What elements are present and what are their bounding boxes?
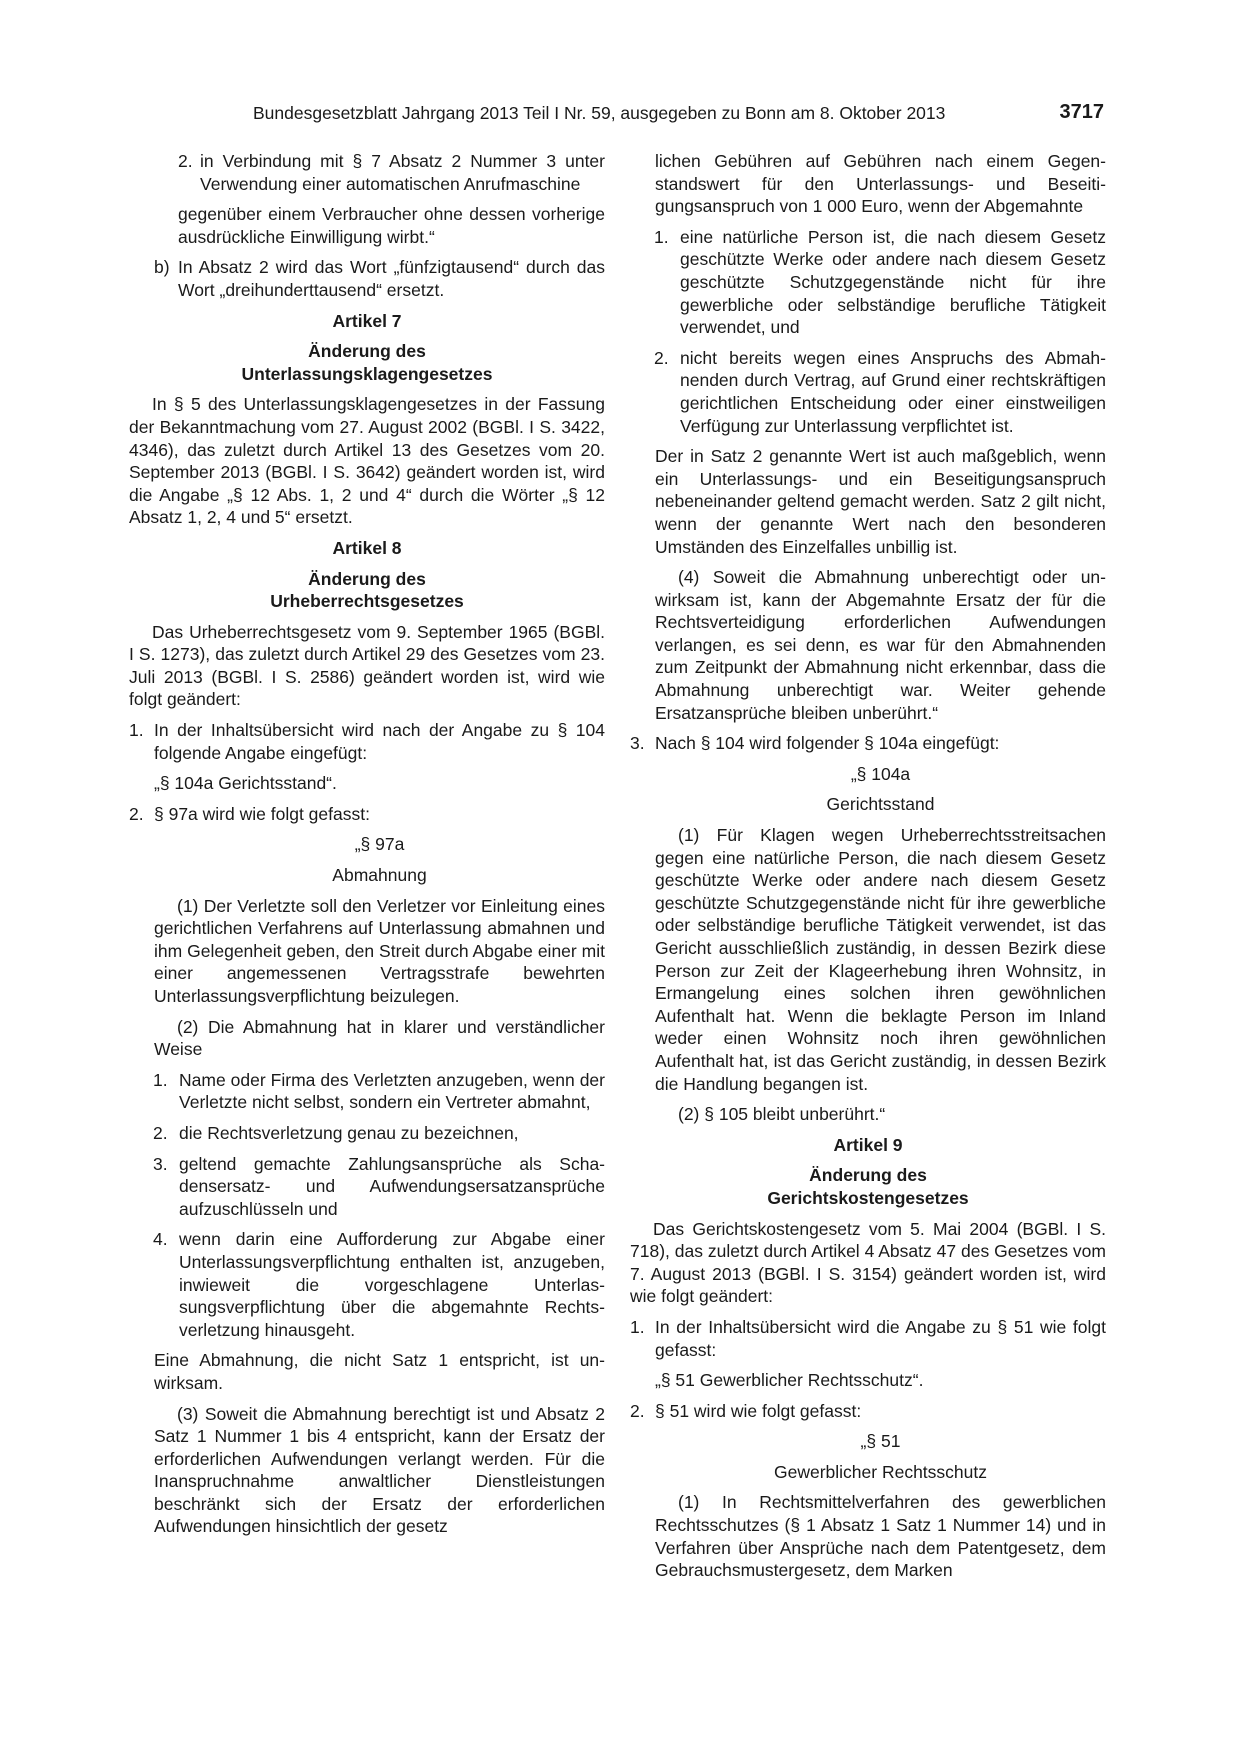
heading-line: Gerichtskostengesetzes (767, 1187, 969, 1208)
article-8-title: Artikel 8 (332, 537, 402, 558)
heading-line: Änderung des (308, 341, 426, 362)
running-header (253, 101, 1104, 127)
list-item (129, 1153, 605, 1221)
list-text: § 97a wird wie folgt gefasst: (154, 803, 370, 824)
list-item (129, 150, 605, 195)
page-number: 3717 (1059, 101, 1104, 123)
paragraph: Eine Abmahnung, die nicht Satz 1 entspricht, ist unwirksam. (154, 1350, 605, 1393)
list-number: 3. (630, 733, 645, 754)
list-item (129, 803, 605, 826)
list-number: 1. (153, 1069, 168, 1090)
list-text: die Rechtsverletzung genau zu bezeichnen, (179, 1122, 519, 1143)
quote-line: „§ 51 Gewerblicher Rechtsschutz“. (655, 1370, 924, 1391)
paragraph: (1) In Rechtsmittelverfahren des gewerblichen Rechtsschutzes (§ 1 Absatz 1 Satz 1 Nummer 14) und in Verfahren über Ansprüche nach dem Patentgesetz, dem Gebrauchsmustergesetz, dem Marken (655, 1492, 1106, 1581)
paragraph: Der in Satz 2 genannte Wert ist auch maßgeblich, wenn ein Unterlassungs- und ein Beseitigungsanspruch nebeneinander geltend gemacht werden. Satz 2 gilt nicht, wenn der genannte Wert nach den besonderen Umständen des Einzelfalles unbillig ist. (655, 446, 1106, 557)
list-text: Name oder Firma des Verletzten anzugeben, wenn der Verletzte nicht selbst, sondern ein Vertreter abmahnt, (179, 1069, 605, 1113)
list-text: nicht bereits wegen eines Anspruchs des Abmahnenden durch Vertrag, auf Grund einer rechtskräftigen gerichtlichen Entscheidung oder einer einstweiligen Verfügung zur Unterlassung verpflichtet ist. (680, 347, 1106, 436)
list-item (129, 1228, 605, 1341)
list-item (630, 732, 1106, 755)
article-8-heading (129, 568, 605, 613)
left-column (129, 150, 605, 1546)
article-7-title: Artikel 7 (332, 310, 402, 331)
list-number: 2. (129, 803, 144, 824)
list-text: in Verbindung mit § 7 Absatz 2 Nummer 3 unter Verwendung einer automatischen Anrufmaschine (200, 151, 605, 194)
section-title: Abmahnung (332, 865, 427, 886)
quote-line: „§ 104a Gerichtsstand“. (154, 773, 337, 794)
paragraph: Das Urheberrechtsgesetz vom 9. September 1965 (BGBl. I S. 1273), das zuletzt durch Artikel 29 des Gesetzes vom 23. Juli 2013 (BGBl. I S. 2586) geändert worden ist, wird wie folgt geändert: (129, 621, 605, 710)
list-item (129, 1069, 605, 1114)
heading-line: Unterlassungsklagengesetzes (241, 363, 493, 384)
list-item (630, 347, 1106, 437)
article-7-heading (129, 340, 605, 385)
article-9-heading (630, 1164, 1106, 1209)
list-item (129, 256, 605, 301)
list-item (630, 226, 1106, 339)
paragraph: (4) Soweit die Abmahnung unberechtigt oder unwirksam ist, kann der Abgemahnte Ersatz der für die Rechtsverteidigung erforderlichen Aufwendungen verlangen, es sei denn, es war für den Abmahnenden zum Zeitpunkt der Abmahnung nicht erkennbar, dass die Abmahnung unberechtigt war. Weiter gehende Ersatzansprüche bleiben unberührt.“ (655, 567, 1106, 723)
list-number: 2. (178, 151, 193, 171)
heading-line: Änderung des (308, 568, 426, 589)
list-text: geltend gemachte Zahlungsansprüche als Schadensersatz- und Aufwendungsersatzansprüche aufzuschlüsseln und (179, 1153, 605, 1219)
list-item (630, 1316, 1106, 1361)
list-text: In der Inhaltsübersicht wird die Angabe zu § 51 wie folgt gefasst: (655, 1316, 1106, 1360)
paragraph: Das Gerichtskostengesetz vom 5. Mai 2004 (BGBl. I S. 718), das zuletzt durch Artikel 4 Absatz 47 des Gesetzes vom 7. August 2013 (BGBl. I S. 3154) geändert worden ist, wird wie folgt geändert: (630, 1218, 1106, 1307)
paragraph: (3) Soweit die Abmahnung berechtigt ist und Absatz 2 Satz 1 Nummer 1 bis 4 entspricht, kann der Ersatz der erforderlichen Aufwendungen verlangt werden. Für die Inanspruchnahme anwaltlicher Dienstleistungen beschränkt sich der Ersatz der erforderlichen Aufwendungen hinsichtlich der gesetz (154, 1403, 605, 1537)
right-column (630, 150, 1106, 1590)
list-text: Nach § 104 wird folgender § 104a eingefügt: (655, 733, 1000, 754)
paragraph: gegenüber einem Verbraucher ohne dessen vorherige ausdrückliche Einwilligung wirbt.“ (178, 204, 605, 247)
section-title: Gerichtsstand (826, 794, 935, 815)
list-number: 3. (153, 1153, 168, 1174)
list-text: wenn darin eine Aufforderung zur Abgabe einer Unterlassungsverpflichtung enthalten ist, anzugeben, inwieweit die vorgeschlagene Unterlassungsverpflichtung über die abgemahnte Rechtsverletzung hinausgeht. (179, 1229, 605, 1340)
list-number: 1. (630, 1316, 645, 1337)
paragraph: lichen Gebühren auf Gebühren nach einem Gegenstandswert für den Unterlassungs- und Beseitigungsanspruch von 1 000 Euro, wenn der Abgemahnte (655, 151, 1106, 217)
paragraph: In § 5 des Unterlassungsklagengesetzes in der Fassung der Bekanntmachung vom 27. August 2002 (BGBl. I S. 3422, 4346), das zuletzt durch Artikel 13 des Gesetzes vom 20. September 2013 (BGBl. I S. 3642) geändert worden ist, wird die Angabe „§ 12 Abs. 1, 2 und 4“ durch die Wörter „§ 12 Absatz 1, 2, 4 und 5“ ersetzt. (129, 394, 605, 528)
paragraph: (2) Die Abmahnung hat in klarer und verständlicher Weise (154, 1016, 605, 1060)
running-title: Bundesgesetzblatt Jahrgang 2013 Teil I Nr. 59, ausgegeben zu Bonn am 8. Oktober 2013 (253, 103, 946, 123)
list-text: eine natürliche Person ist, die nach diesem Gesetz geschützte Werke oder andere nach diesem Gesetz geschützte Schutzgegenstände nicht für ihre gewerbliche oder selbständige berufliche Tätigkeit verwendet, und (680, 226, 1106, 338)
list-text: In Absatz 2 wird das Wort „fünfzigtausend“ durch das Wort „dreihunderttausend“ ersetzt. (178, 257, 605, 300)
list-number: 1. (654, 226, 669, 247)
list-text: § 51 wird wie folgt gefasst: (655, 1400, 862, 1421)
list-number: 2. (153, 1122, 168, 1143)
section-number: „§ 97a (354, 834, 405, 855)
heading-line: Änderung des (809, 1165, 927, 1186)
section-number: „§ 104a (850, 763, 911, 784)
list-item (129, 1122, 605, 1145)
list-text: In der Inhaltsübersicht wird nach der Angabe zu § 104 folgende Angabe eingefügt: (154, 720, 605, 763)
paragraph: (1) Der Verletzte soll den Verletzer vor Einleitung eines gerichtlichen Verfahrens auf Unterlassung abmahnen und ihm Gelegenheit geben, den Streit durch Abgabe einer mit einer angemessenen Vertragsstrafe bewehrten Unterlassungsverpflichtung beizulegen. (154, 895, 605, 1006)
paragraph: (1) Für Klagen wegen Urheberrechtsstreitsachen gegen eine natürliche Person, die nach diesem Gesetz geschützte Werke oder andere nach diesem Gesetz geschützte Schutzgegenstände nicht für ihre gewerbliche oder selbständige berufliche Tätigkeit verwendet, ist das Gericht ausschließlich zuständig, in dessen Bezirk diese Person zur Zeit der Klageerhebung ihren Wohnsitz, in Ermangelung eines solchen ihren gewöhnlichen Aufenthalt hat. Wenn die beklagte Person im Inland weder einen Wohnsitz noch ihren gewöhnlichen Aufenthalt hat, ist das Gericht zuständig, in dessen Bezirk die Handlung begangen ist. (655, 825, 1106, 1094)
article-9-title: Artikel 9 (833, 1134, 903, 1155)
list-number: b) (154, 257, 170, 278)
paragraph: (2) § 105 bleibt unberührt.“ (678, 1104, 886, 1125)
list-number: 4. (153, 1229, 168, 1250)
section-number: „§ 51 (860, 1431, 901, 1452)
list-number: 2. (654, 347, 669, 368)
heading-line: Urheberrechtsgesetzes (270, 591, 464, 612)
list-number: 2. (630, 1400, 645, 1421)
list-number: 1. (129, 720, 144, 741)
list-item (129, 719, 605, 764)
list-item (630, 1400, 1106, 1423)
section-title: Gewerblicher Rechtsschutz (774, 1461, 987, 1482)
